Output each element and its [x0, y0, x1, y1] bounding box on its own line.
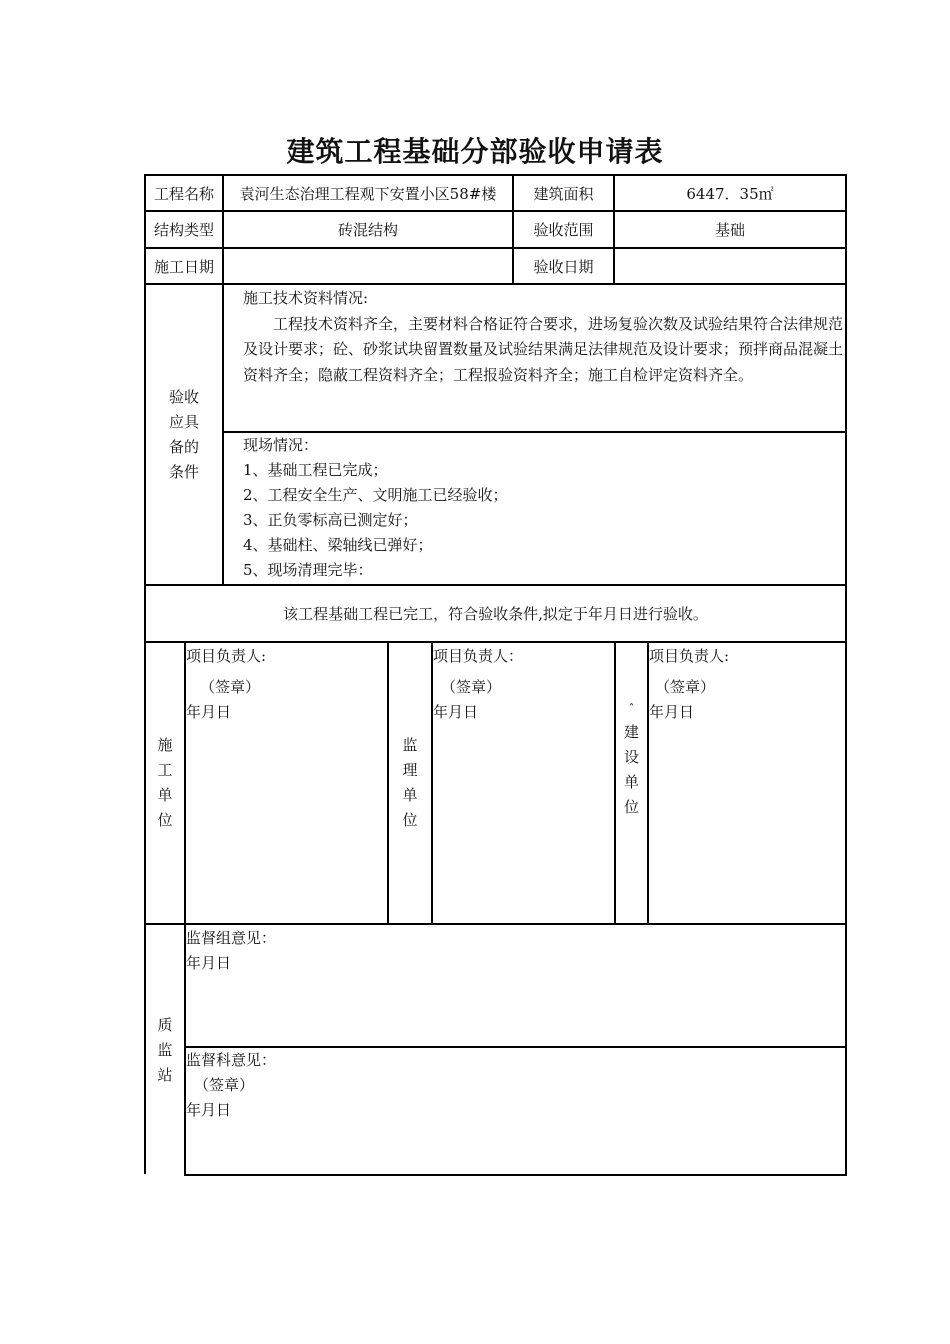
site-condition-item: 1、基础工程已完成；	[243, 461, 388, 479]
site-condition-item: 3、正负零标高已测定好；	[243, 511, 418, 529]
tech-documents-section	[243, 286, 845, 388]
unit-label-char: 理	[402, 761, 418, 779]
supervision-unit-sign-area	[433, 644, 613, 725]
acceptance-statement: 该工程基础工程已完工，符合验收条件,拟定于年月日进行验收。	[283, 605, 708, 623]
acceptance-scope-label: 验收范围	[533, 221, 594, 239]
project-name-value: 袁河生态治理工程观下安置小区58#楼	[239, 184, 497, 203]
unit-label-char: 工	[157, 761, 173, 779]
tech-documents-body: 工程技术资料齐全，主要材料合格证符合要求，进场复验次数及试验结果符合法律规范及设计要求；砼、砂浆试块留置数量及试验结果满足法律规范及设计要求；预拌商品混凝土资料齐全；隐蔽工程资料齐全；工程报验资料齐全；施工自检评定资料齐全。	[243, 314, 844, 384]
project-leader-label: 项目负责人:	[186, 647, 267, 665]
acceptance-date-value	[615, 249, 845, 283]
date-label: 年月日	[186, 1101, 232, 1119]
site-condition-item: 2、工程安全生产、文明施工已经验收；	[243, 486, 508, 504]
conditions-label-line: 条件	[168, 462, 199, 481]
structure-type-label: 结构类型	[153, 221, 214, 239]
date-label: 年月日	[186, 954, 232, 972]
unit-label-char: 施	[157, 736, 173, 754]
quality-station-label	[146, 925, 184, 1175]
site-conditions-section	[243, 433, 845, 583]
seal-label: （签章）	[194, 1076, 255, 1094]
area-value: 6447．35㎡	[686, 184, 774, 203]
site-conditions-title: 现场情况：	[243, 436, 319, 454]
supervision-section-opinion-area	[186, 1048, 845, 1123]
table-border-right	[845, 174, 847, 1176]
project-leader-label: 项目负责人：	[433, 647, 524, 665]
unit-label-char: 位	[402, 811, 418, 829]
conditions-label-line: 应具	[168, 412, 199, 431]
unit-label-char: 单	[623, 773, 639, 791]
construction-unit-label	[146, 643, 184, 923]
project-name-label: 工程名称	[153, 184, 214, 203]
stray-mark: ˆ	[628, 702, 635, 716]
construction-unit-sign-area	[186, 644, 386, 725]
site-condition-item: 4、基础柱、梁轴线已弹好；	[243, 536, 433, 554]
unit-label-char: 建	[623, 723, 639, 741]
conditions-label-line: 备的	[168, 437, 199, 456]
construction-date-value	[224, 249, 512, 283]
unit-label-char: 设	[623, 748, 639, 766]
page-title: 建筑工程基础分部验收申请表	[286, 135, 664, 168]
seal-label: （签章）	[655, 678, 716, 696]
acceptance-scope-value: 基础	[714, 221, 745, 239]
unit-label-char: 监	[402, 736, 418, 754]
seal-label: （签章）	[441, 678, 502, 696]
conditions-label	[146, 285, 222, 584]
unit-label-char: 位	[157, 811, 173, 829]
area-label: 建筑面积	[533, 184, 594, 203]
project-leader-label: 项目负责人:	[649, 647, 730, 665]
table-border-bottom	[185, 1174, 847, 1176]
unit-label-char: 质	[157, 1015, 173, 1034]
date-label: 年月日	[433, 703, 479, 721]
tech-documents-title: 施工技术资料情况:	[243, 289, 369, 307]
seal-label: （签章）	[200, 678, 261, 696]
supervision-section-opinion-label: 监督科意见：	[186, 1051, 277, 1069]
unit-label-char: 单	[402, 786, 418, 804]
supervision-group-opinion-area	[186, 926, 845, 976]
owner-unit-label	[616, 698, 647, 838]
table-rule	[144, 641, 847, 643]
owner-unit-sign-area	[649, 644, 844, 725]
structure-type-value: 砖混结构	[337, 221, 398, 239]
construction-date-label: 施工日期	[153, 257, 214, 276]
unit-label-char: 单	[157, 786, 173, 804]
table-rule	[144, 923, 847, 925]
unit-label-char: 监	[157, 1040, 173, 1059]
conditions-label-line: 验收	[168, 387, 199, 406]
acceptance-date-label: 验收日期	[533, 257, 594, 276]
date-label: 年月日	[649, 703, 695, 721]
date-label: 年月日	[186, 703, 232, 721]
unit-label-char: 位	[623, 798, 639, 816]
supervision-unit-label	[389, 643, 431, 923]
supervision-group-opinion-label: 监督组意见：	[186, 929, 277, 947]
table-rule	[144, 283, 847, 285]
unit-label-char: 站	[157, 1065, 173, 1084]
site-condition-item: 5、现场清理完毕：	[243, 561, 373, 579]
